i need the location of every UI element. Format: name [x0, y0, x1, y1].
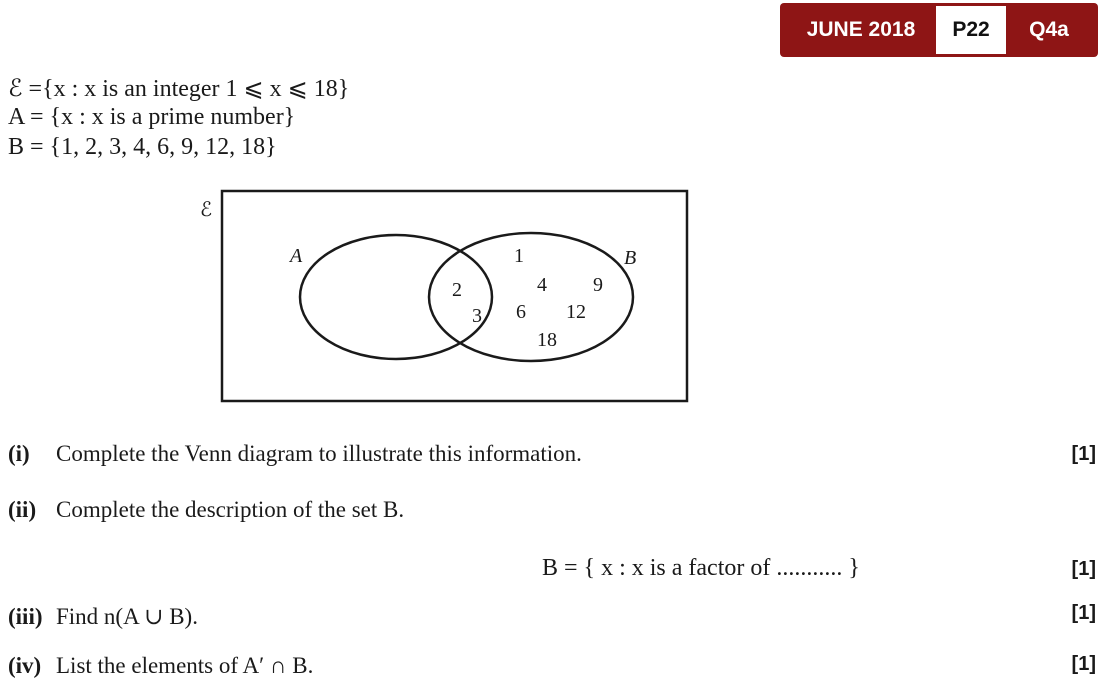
universal-set-definition: ℰ ={x : x is an integer 1 ⩽ x ⩽ 18}	[8, 76, 350, 102]
question-iv: (iv) List the elements of A′ ∩ B.	[8, 653, 314, 678]
answer-line-b: B = { x : x is a factor of ........... }	[542, 555, 860, 581]
set-a-definition: A = {x : x is a prime number}	[8, 104, 296, 130]
badge-session: JUNE 2018	[806, 18, 916, 41]
element-6: 6	[516, 301, 526, 323]
element-2: 2	[452, 279, 462, 301]
badge-paper: P22	[936, 6, 1006, 54]
label-a: A	[290, 245, 303, 267]
circle-a	[300, 235, 492, 359]
mark-i: [1]	[1071, 443, 1096, 465]
element-12: 12	[566, 301, 586, 323]
set-b-definition: B = {1, 2, 3, 4, 6, 9, 12, 18}	[8, 134, 277, 160]
element-4: 4	[537, 274, 547, 296]
badge-question: Q4a	[1029, 18, 1069, 41]
element-9: 9	[593, 274, 603, 296]
question-i: (i) Complete the Venn diagram to illustrate this information.	[8, 441, 582, 466]
question-ii: (ii) Complete the description of the set B.	[8, 497, 405, 522]
mark-iv: [1]	[1071, 653, 1096, 675]
question-iii: (iii) Find n(A ∪ B).	[8, 604, 198, 629]
mark-iii: [1]	[1071, 602, 1096, 624]
mark-ii: [1]	[1071, 558, 1096, 580]
element-3: 3	[472, 305, 482, 327]
universal-symbol: ℰ	[200, 199, 213, 221]
element-18: 18	[537, 329, 557, 351]
element-1: 1	[514, 245, 524, 267]
label-b: B	[624, 247, 637, 269]
